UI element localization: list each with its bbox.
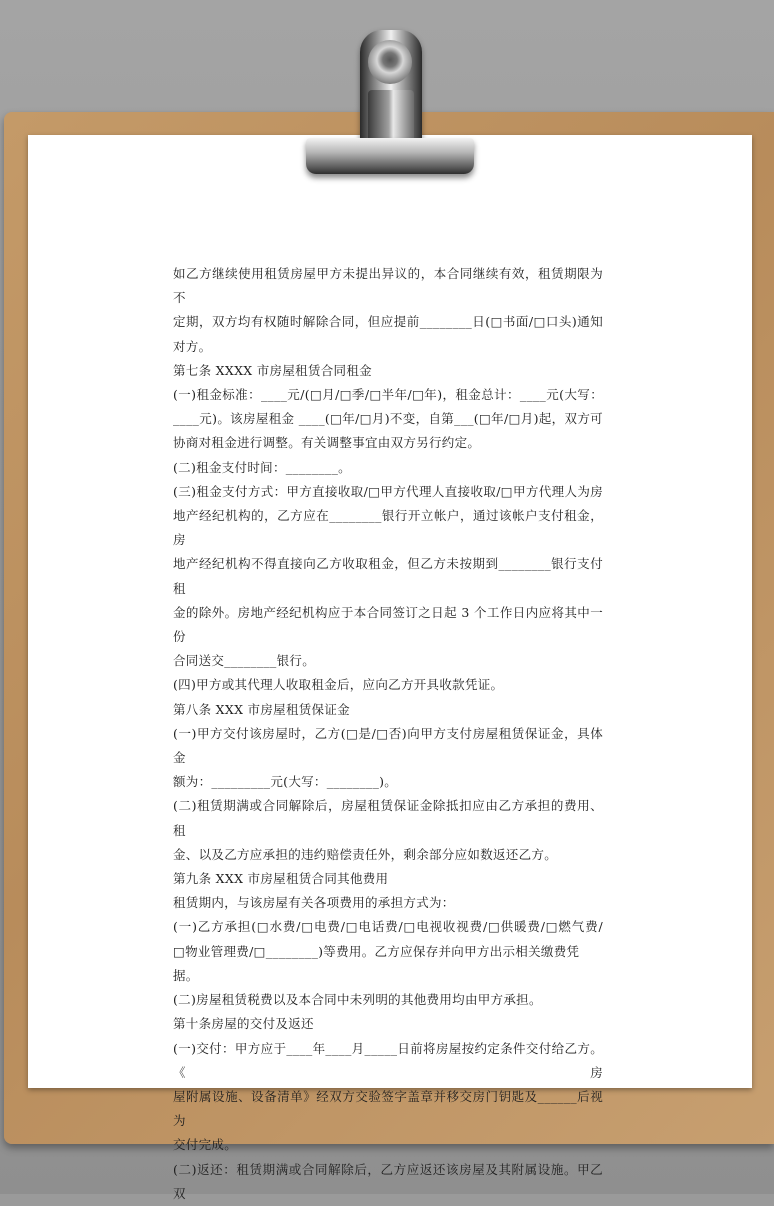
text-line: 额为：_________元(大写：________)。 xyxy=(173,774,398,790)
text-line: 地产经纪机构的，乙方应在________银行开立帐户，通过该帐户支付租金，房 xyxy=(173,508,603,548)
text-line: 金、以及乙方应承担的违约赔偿责任外，剩余部分应如数返还乙方。 xyxy=(173,846,558,862)
text-line: 租赁期内，与该房屋有关各项费用的承担方式为： xyxy=(173,895,455,911)
text-line: 协商对租金进行调整。有关调整事宜由双方另行约定。 xyxy=(173,435,481,451)
text-line: (二)返还：租赁期满或合同解除后，乙方应返还该房屋及其附属设施。甲乙双 xyxy=(173,1161,603,1201)
text-line: 定期，双方均有权随时解除合同，但应提前________日(□书面/□口头)通知 xyxy=(173,314,603,330)
text-line: 合同送交________银行。 xyxy=(173,653,316,669)
text-line: 屋附属设施、设备清单》经双方交验签字盖章并移交房门钥匙及______后视为 xyxy=(173,1088,603,1129)
text-line: (一)交付：甲方应于____年____月_____日前将房屋按约定条件交付给乙方。《房 xyxy=(173,1040,603,1080)
section-heading: 第十条房屋的交付及返还 xyxy=(173,1016,314,1032)
text-line: 对方。 xyxy=(173,338,212,354)
section-heading: 第八条 XXX 市房屋租赁保证金 xyxy=(173,701,350,717)
text-line: (一)甲方交付该房屋时，乙方(□是/□否)向甲方支付房屋租赁保证金，具体金 xyxy=(173,725,603,766)
text-line: 地产经纪机构不得直接向乙方收取租金，但乙方未按期到________银行支付租 xyxy=(173,556,603,596)
binder-clip-neck xyxy=(368,90,414,142)
text-line: (一)租金标准：____元/(□月/□季/□半年/□年)，租金总计：____元(大写： xyxy=(173,387,603,403)
contract-text xyxy=(173,262,603,1206)
text-line: 金的除外。房地产经纪机构应于本合同签订之日起 3 个工作日内应将其中一份 xyxy=(173,604,603,645)
text-line: 如乙方继续使用租赁房屋甲方未提出异议的，本合同继续有效，租赁期限为不 xyxy=(173,266,603,306)
text-line: (三)租金支付方式：甲方直接收取/□甲方代理人直接收取/□甲方代理人为房 xyxy=(173,483,603,499)
text-line: ____元)。该房屋租金 ____(□年/□月)不变，自第___(□年/□月)起，双方可 xyxy=(173,411,603,427)
text-line: (二)房屋租赁税费以及本合同中未列明的其他费用均由甲方承担。 xyxy=(173,992,542,1008)
text-line: 交付完成。 xyxy=(173,1137,238,1153)
section-heading: 第九条 XXX 市房屋租赁合同其他费用 xyxy=(173,871,389,887)
text-line: (一)乙方承担(□水费/□电费/□电话费/□电视收视费/□供暖费/□燃气费/ xyxy=(173,919,603,935)
section-heading: 第七条 XXXX 市房屋租赁合同租金 xyxy=(173,362,372,378)
text-line: (二)租赁期满或合同解除后，房屋租赁保证金除抵扣应由乙方承担的费用、租 xyxy=(173,798,603,838)
text-line: (四)甲方或其代理人收取租金后，应向乙方开具收款凭证。 xyxy=(173,677,504,693)
binder-clip-base xyxy=(306,138,474,174)
text-line: □物业管理费/□________)等费用。乙方应保存并向甲方出示相关缴费凭据。 xyxy=(173,943,580,983)
text-line: (二)租金支付时间：________。 xyxy=(173,459,351,475)
binder-clip-ring xyxy=(368,40,412,84)
